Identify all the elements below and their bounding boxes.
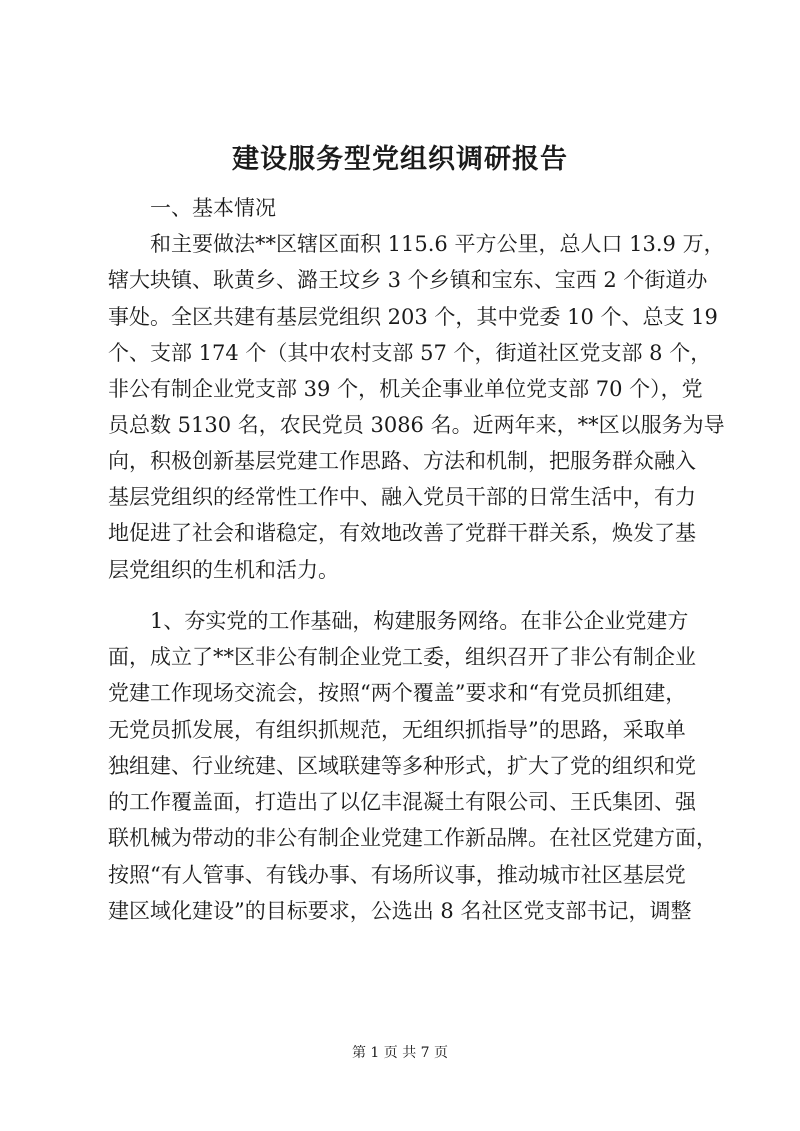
page-footer: 第 1 页 共 7 页	[351, 1045, 449, 1061]
paragraph2-line: 建区域化建设”的目标要求，公选出 8 名社区党支部书记，调整	[108, 899, 692, 923]
paragraph1-line: 事处。全区共建有基层党组织 203 个，其中党委 10 个、总支 19	[108, 305, 718, 329]
paragraph2-line: 联机械为带动的非公有制企业党建工作新品牌。在社区党建方面，	[108, 826, 717, 850]
paragraph2-line: 党建工作现场交流会，按照“两个覆盖”要求和“有党员抓组建，	[108, 681, 687, 705]
paragraph2-line: 1、夯实党的工作基础，构建服务网络。在非公企业党建方	[150, 609, 689, 633]
paragraph1-line: 向，积极创新基层党建工作思路、方法和机制，把服务群众融入	[108, 449, 696, 473]
paragraph1-line: 个、支部 174 个（其中农村支部 57 个，街道社区党支部 8 个，	[108, 341, 712, 365]
paragraph1-line: 员总数 5130 名，农民党员 3086 名。近两年来，**区以服务为导	[108, 413, 725, 437]
paragraph1-line: 地促进了社会和谐稳定，有效地改善了党群干群关系，焕发了基	[108, 521, 696, 545]
paragraph1-line: 基层党组织的经常性工作中、融入党员干部的日常生活中，有力	[108, 485, 696, 509]
paragraph2-line: 按照“有人管事、有钱办事、有场所议事，推动城市社区基层党	[108, 863, 686, 887]
page-title: 建设服务型党组织调研报告	[232, 144, 568, 175]
paragraph1-line: 辖大块镇、耿黄乡、潞王坟乡 3 个乡镇和宝东、宝西 2 个街道办	[108, 268, 708, 292]
paragraph1-line: 和主要做法**区辖区面积 115.6 平方公里，总人口 13.9 万，	[150, 232, 725, 256]
paragraph2-line: 的工作覆盖面，打造出了以亿丰混凝土有限公司、王氏集团、强	[108, 790, 696, 814]
paragraph1-line: 层党组织的生机和活力。	[108, 558, 339, 582]
section-heading: 一、基本情况	[150, 196, 276, 220]
paragraph2-line: 独组建、行业统建、区域联建等多种形式，扩大了党的组织和党	[108, 754, 696, 778]
paragraph2-line: 无党员抓发展，有组织抓规范，无组织抓指导”的思路，采取单	[108, 718, 686, 742]
paragraph2-line: 面，成立了**区非公有制企业党工委，组织召开了非公有制企业	[108, 645, 696, 669]
paragraph1-line: 非公有制企业党支部 39 个，机关企事业单位党支部 70 个），党	[108, 377, 703, 401]
